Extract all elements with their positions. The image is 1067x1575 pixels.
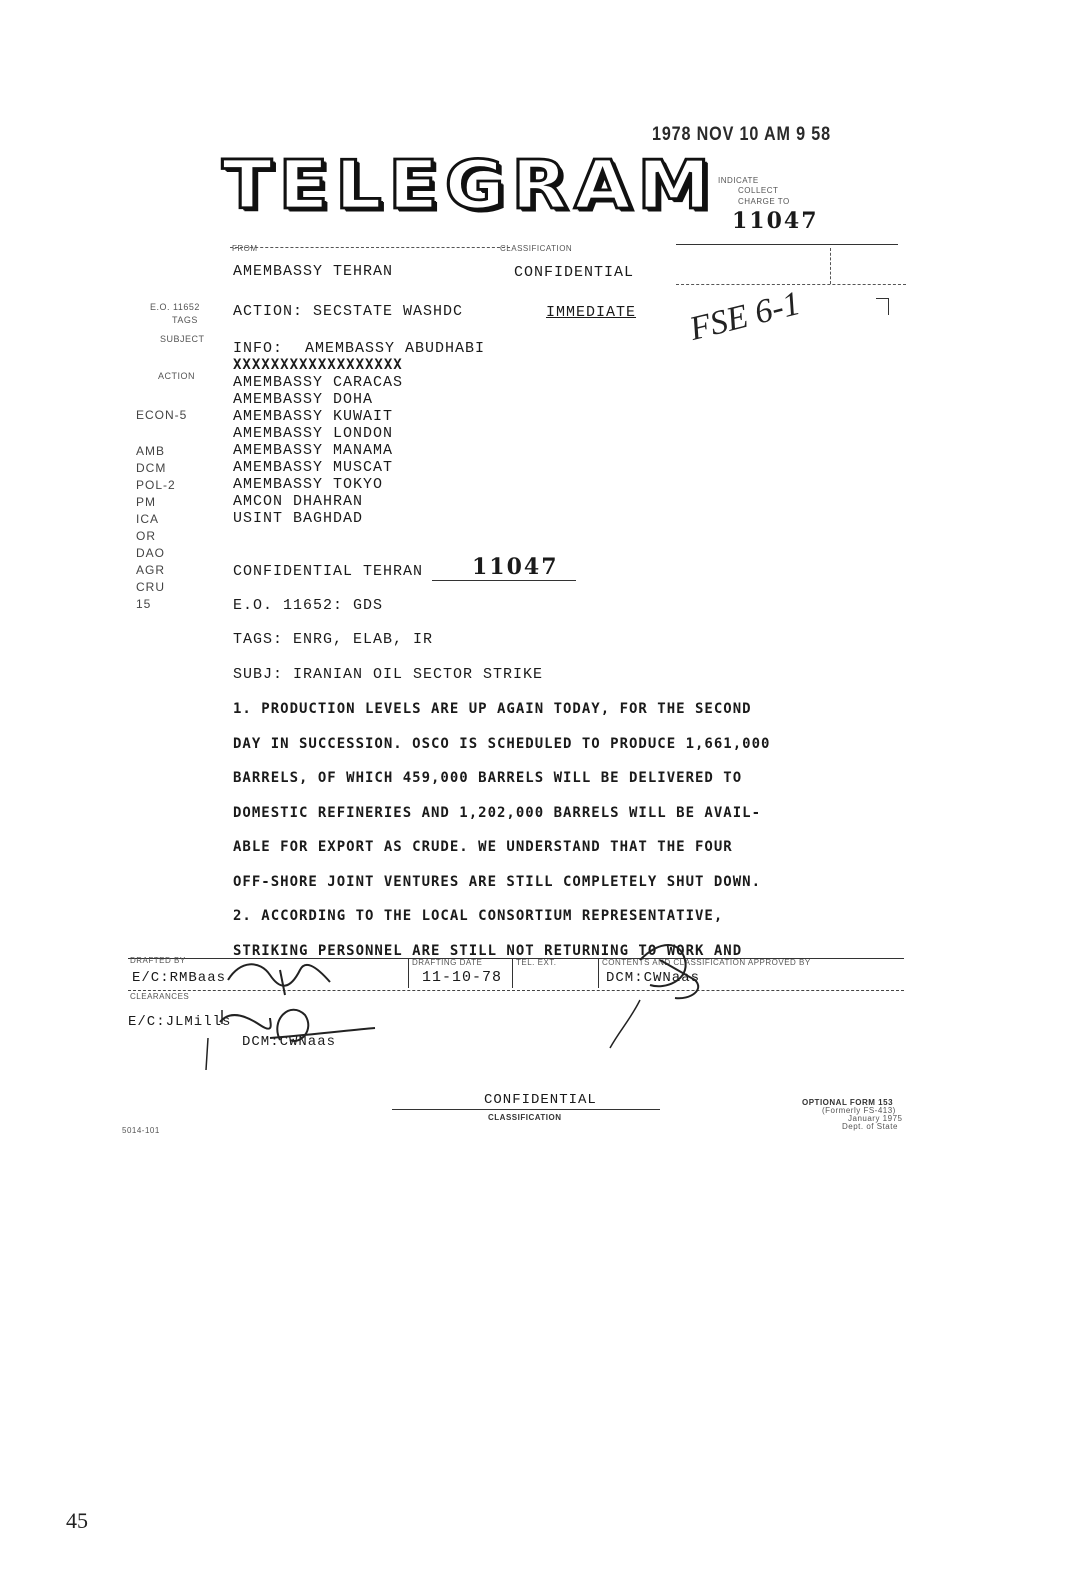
info-recipient: AMEMBASSY MANAMA <box>233 442 394 459</box>
from-label: FROM <box>232 244 258 253</box>
clearance-entry: E/C:JLMills <box>128 1014 232 1030</box>
distribution-item: DAO <box>136 546 166 560</box>
info-recipient: AMEMBASSY TOKYO <box>233 476 384 493</box>
reference-number: 11047 <box>472 554 559 580</box>
info-label: INFO: <box>233 340 284 357</box>
indicate-divider <box>830 248 831 284</box>
distribution-item: CRU <box>136 580 165 594</box>
info-recipient: AMEMBASSY ABUDHABI <box>305 340 486 357</box>
form-stock-number: 5014-101 <box>122 1126 160 1135</box>
subject-line: SUBJ: IRANIAN OIL SECTOR STRIKE <box>233 666 544 683</box>
distribution-item: POL-2 <box>136 478 176 492</box>
info-recipient: AMEMBASSY DOHA <box>233 391 374 408</box>
distribution-item: OR <box>136 529 156 543</box>
form-line: Dept. of State <box>842 1122 898 1131</box>
distribution-item: ICA <box>136 512 160 526</box>
drafting-date: 11-10-78 <box>422 969 503 986</box>
charge-to-label: CHARGE TO <box>738 197 790 206</box>
left-action-label: ACTION <box>158 371 196 381</box>
distribution-item: AGR <box>136 563 166 577</box>
left-eo-label: E.O. 11652 <box>150 302 200 312</box>
drafted-by: E/C:RMBaas <box>132 970 227 986</box>
distribution-item: PM <box>136 495 156 509</box>
body-line: 1. PRODUCTION LEVELS ARE UP AGAIN TODAY, FOR THE SECOND <box>233 701 752 717</box>
approved-by: DCM:CWNaas <box>606 970 701 986</box>
body-line: BARRELS, OF WHICH 459,000 BARRELS WILL BE DELIVERED TO <box>233 770 743 786</box>
body-line: STRIKING PERSONNEL ARE STILL NOT RETURNING TO WORK AND <box>233 943 743 959</box>
body-line: DAY IN SUCCESSION. OSCO IS SCHEDULED TO PRODUCE 1,661,000 <box>233 736 771 752</box>
distribution-item: AMB <box>136 444 166 458</box>
distribution-item: 15 <box>136 597 152 611</box>
header-classification: CONFIDENTIAL <box>514 264 635 281</box>
footer-classification: CONFIDENTIAL <box>484 1092 597 1108</box>
indicate-label: INDICATE <box>718 176 759 185</box>
info-recipient: USINT BAGHDAD <box>233 510 364 527</box>
form-line: (Formerly FS-413) <box>822 1106 896 1115</box>
struck-recipient: XXXXXXXXXXXXXXXXXX <box>233 357 403 373</box>
drafted-by-label: DRAFTED BY <box>130 956 186 965</box>
info-recipient: AMEMBASSY CARACAS <box>233 374 404 391</box>
telegram-title: TELEGRAM <box>222 146 717 224</box>
left-subject-label: SUBJECT <box>160 334 205 344</box>
corner-mark <box>876 298 889 315</box>
info-recipient: AMEMBASSY MUSCAT <box>233 459 394 476</box>
footer-classification-label: CLASSIFICATION <box>488 1113 562 1122</box>
action-line: ACTION: SECSTATE WASHDC <box>233 303 464 320</box>
approved-by-label: CONTENTS AND CLASSIFICATION APPROVED BY <box>602 958 811 967</box>
clearance-entry: DCM:CWNaas <box>242 1034 337 1050</box>
page-number: 45 <box>66 1508 88 1533</box>
form-line: January 1975 <box>848 1114 903 1123</box>
info-recipient: AMCON DHAHRAN <box>233 493 364 510</box>
handwritten-note: FSE 6-1 <box>686 284 804 348</box>
distribution-item: ECON-5 <box>136 408 188 422</box>
body-line: DOMESTIC REFINERIES AND 1,202,000 BARRELS WILL BE AVAIL- <box>233 805 762 821</box>
received-timestamp: 1978 NOV 10 AM 9 58 <box>652 124 831 145</box>
clearances-label: CLEARANCES <box>130 992 190 1001</box>
eo-line: E.O. 11652: GDS <box>233 597 384 614</box>
signature-scribbles <box>120 930 900 1080</box>
info-recipient: AMEMBASSY KUWAIT <box>233 408 394 425</box>
drafting-date-label: DRAFTING DATE <box>412 958 483 967</box>
from-post: AMEMBASSY TEHRAN <box>233 263 394 280</box>
left-tags-label: TAGS <box>172 315 198 325</box>
body-line: OFF-SHORE JOINT VENTURES ARE STILL COMPLETELY SHUT DOWN. <box>233 874 762 890</box>
collect-label: COLLECT <box>738 186 779 195</box>
reference-underline <box>432 580 576 581</box>
reference-line: CONFIDENTIAL TEHRAN <box>233 563 424 580</box>
number-stamp: 11047 <box>732 208 819 234</box>
body-line: 2. ACCORDING TO THE LOCAL CONSORTIUM REPRESENTATIVE, <box>233 908 724 924</box>
form-line: OPTIONAL FORM 153 <box>802 1098 894 1107</box>
distribution-item: DCM <box>136 461 167 475</box>
indicate-rule <box>676 244 898 245</box>
tags-line: TAGS: ENRG, ELAB, IR <box>233 631 434 648</box>
info-recipient: AMEMBASSY LONDON <box>233 425 394 442</box>
body-line: ABLE FOR EXPORT AS CRUDE. WE UNDERSTAND THAT THE FOUR <box>233 839 733 855</box>
precedence: IMMEDIATE <box>546 304 637 321</box>
classification-rule <box>392 1109 660 1110</box>
classification-label: CLASSIFICATION <box>500 244 573 253</box>
from-rule <box>230 247 510 248</box>
tel-ext-label: TEL. EXT. <box>516 958 557 967</box>
